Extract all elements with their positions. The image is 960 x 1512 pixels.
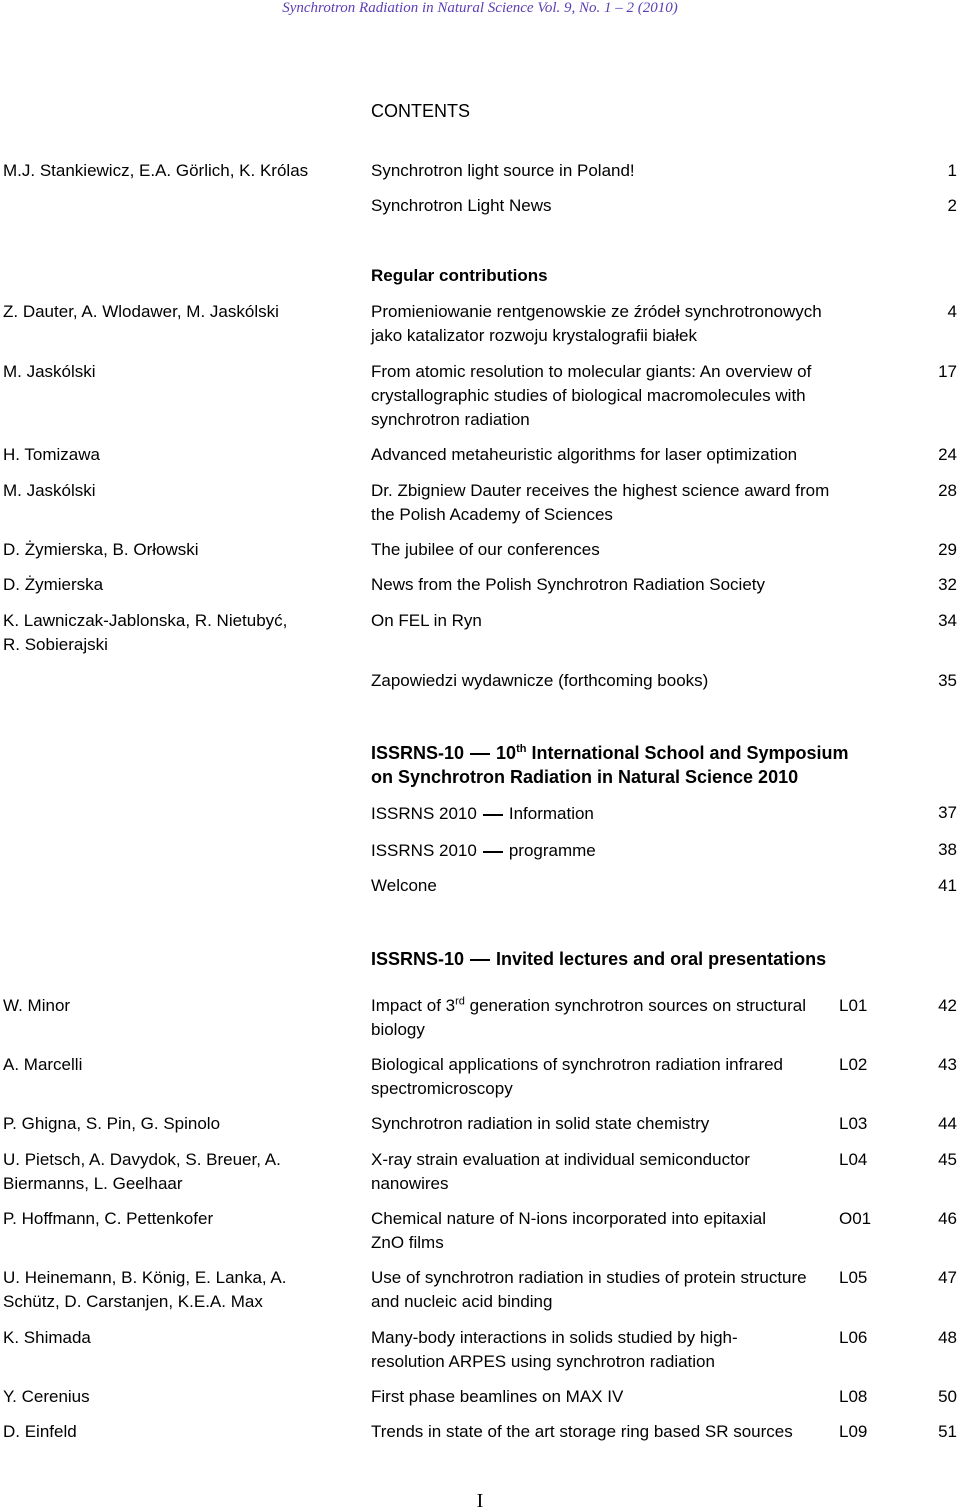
toc-title: Biological applications of synchrotron radiation infrared spectromicroscopy [371,1055,784,1098]
section-heading-regular: Regular contributions [371,266,548,285]
toc-authors: D. Żymierska [3,575,104,594]
toc-title: X-ray strain evaluation at individual semiconductor nanowires [371,1150,750,1193]
toc-page: 4 [947,302,957,321]
toc-title-pre: Impact of 3 [371,996,456,1015]
issrns-item-a: ISSRNS 2010 [371,841,477,860]
running-header: Synchrotron Radiation in Natural Science Vol. 9, No. 1 – 2 (2010) [282,0,678,16]
toc-title: Trends in state of the art storage ring based SR sources [371,1422,793,1441]
toc-authors: P. Ghigna, S. Pin, G. Spinolo [3,1114,221,1133]
toc-page: 44 [938,1114,957,1133]
toc-authors: Z. Dauter, A. Wlodawer, M. Jaskólski [3,302,279,321]
toc-title: Chemical nature of N-ions incorporated into epitaxial ZnO films [371,1209,766,1252]
issrns-heading-line1 [371,741,849,765]
toc-page: 45 [938,1150,957,1169]
toc-page: 48 [938,1328,957,1347]
toc-page: 51 [938,1422,957,1441]
lecture-code: L06 [839,1328,868,1347]
toc-title: Advanced metaheuristic algorithms for laser optimization [371,445,798,464]
toc-title-post: generation synchrotron sources on structural biology [371,996,807,1039]
lecture-code: O01 [839,1209,872,1228]
issrns-ordinal: 10 [496,743,517,763]
toc-title: Use of synchrotron radiation in studies of protein structure and nucleic acid binding [371,1268,807,1311]
toc-page: 29 [938,540,957,559]
toc-page: 42 [938,996,957,1015]
toc-title: The jubilee of our conferences [371,540,600,559]
issrns-subtitle: International School and Symposium [526,743,849,763]
issrns-item-b: programme [508,841,596,860]
dash-icon [483,851,503,853]
toc-title: On FEL in Ryn [371,611,482,630]
toc-title: Synchrotron Light News [371,196,552,215]
issrns-item [371,802,594,826]
toc-page: 32 [938,575,957,594]
toc-authors: K. Shimada [3,1328,91,1347]
toc-page: 43 [938,1055,957,1074]
toc-authors: A. Marcelli [3,1055,83,1074]
page-number: I [476,1490,484,1512]
issrns-item-a: ISSRNS 2010 [371,804,477,823]
lecture-code: L05 [839,1268,868,1287]
lecture-code: L09 [839,1422,868,1441]
toc-authors: Y. Cerenius [3,1387,90,1406]
toc-page: 50 [938,1387,957,1406]
toc-authors: M. Jaskólski [3,362,96,381]
toc-page: 35 [938,671,957,690]
toc-title [371,994,811,1042]
toc-authors: U. Pietsch, A. Davydok, S. Breuer, A. Biermanns, L. Geelhaar [3,1150,281,1193]
toc-authors: U. Heinemann, B. König, E. Lanka, A. Schütz, D. Carstanjen, K.E.A. Max [3,1268,287,1311]
invited-heading-a: ISSRNS-10 [371,949,465,969]
toc-authors: K. Lawniczak-Jablonska, R. Nietubyć, R. Sobierajski [3,611,288,654]
toc-title: Zapowiedzi wydawnicze (forthcoming books) [371,671,709,690]
toc-title: News from the Polish Synchrotron Radiation Society [371,575,766,594]
issrns-item-a: Welcone [371,876,437,895]
toc-page: 37 [938,803,957,822]
lecture-code: L04 [839,1150,868,1169]
dash-icon [470,959,490,961]
lecture-code: L02 [839,1055,868,1074]
issrns-name: ISSRNS-10 [371,743,465,763]
toc-page: 46 [938,1209,957,1228]
contents-title: CONTENTS [371,101,470,121]
toc-authors: P. Hoffmann, C. Pettenkofer [3,1209,214,1228]
dash-icon [483,814,503,816]
toc-title: Synchrotron light source in Poland! [371,161,635,180]
toc-authors: D. Einfeld [3,1422,77,1441]
toc-title: Promieniowanie rentgenowskie ze źródeł synchrotronowych jako katalizator rozwoju krystalografii białek [371,302,822,345]
toc-page: 38 [938,840,957,859]
toc-title-sup: rd [455,995,465,1008]
lecture-code: L03 [839,1114,868,1133]
toc-title: Dr. Zbigniew Dauter receives the highest science award from the Polish Academy of Sciences [371,481,830,524]
dash-icon [470,753,490,755]
invited-heading-b: Invited lectures and oral presentations [496,949,827,969]
toc-page: 1 [947,161,957,180]
toc-page: 41 [938,876,957,895]
toc-page: 28 [938,481,957,500]
toc-title: First phase beamlines on MAX IV [371,1387,624,1406]
toc-page: 2 [947,196,957,215]
issrns-ordinal-sup: th [516,743,527,755]
lecture-code: L01 [839,996,868,1015]
toc-title: Many-body interactions in solids studied by high-resolution ARPES using synchrotron radiation [371,1328,738,1371]
toc-title: From atomic resolution to molecular giants: An overview of crystallographic studies of biological macromolecules with synchrotron radiation [371,362,812,429]
toc-authors: D. Żymierska, B. Orłowski [3,540,199,559]
toc-page: 34 [938,611,957,630]
toc-page: 17 [938,362,957,381]
toc-authors: M. Jaskólski [3,481,96,500]
toc-title: Synchrotron radiation in solid state chemistry [371,1114,710,1133]
toc-authors: M.J. Stankiewicz, E.A. Görlich, K. Królas [3,161,309,180]
lecture-code: L08 [839,1387,868,1406]
issrns-item-b: Information [508,804,594,823]
toc-page: 47 [938,1268,957,1287]
toc-page: 24 [938,445,957,464]
toc-authors: H. Tomizawa [3,445,100,464]
issrns-item [371,839,596,863]
issrns-heading-line2: on Synchrotron Radiation in Natural Science 2010 [371,767,799,787]
toc-authors: W. Minor [3,996,71,1015]
invited-heading [371,947,826,971]
